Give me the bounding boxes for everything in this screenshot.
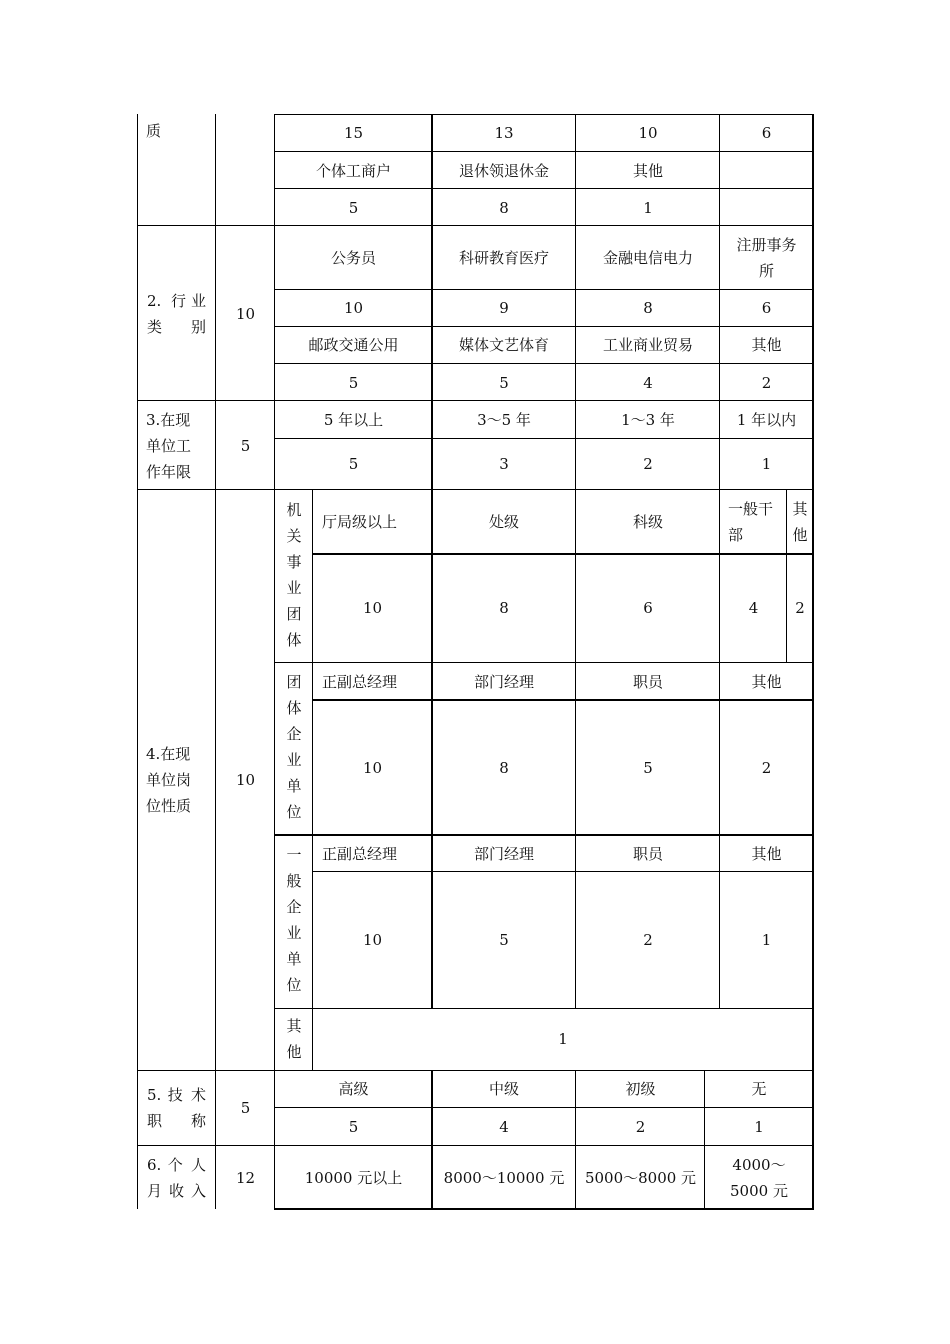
option-cell [720,152,813,189]
value-cell: 6 [643,599,653,617]
category-label-nature: 质 [146,122,162,140]
option-cell: 科研教育医疗 [458,248,549,267]
option-cell: 5000～8000 元 [584,1168,697,1187]
value-cell: 5 [348,373,359,392]
option-cell: 其他 [792,499,808,544]
value-cell: 5 [643,758,653,777]
value-cell: 8 [499,599,509,617]
value-cell: 8 [643,298,653,317]
category-label-income [137,1146,216,1209]
value-cell: 3 [499,455,509,473]
option-cell: 无 [751,1080,767,1098]
value-cell: 2 [761,758,772,777]
subcategory-label: 团 体 企 业 单 位 [286,673,302,821]
grid-line [704,1070,705,1209]
value-cell: 1 [754,1118,764,1136]
category-label-title [137,1070,216,1146]
category-label-industry [137,226,216,401]
grid-line [274,1208,814,1210]
category-label-text: 2. 行业类别 [147,291,206,336]
grid-line [274,151,814,152]
option-cell: 8000～10000 元 [443,1168,565,1187]
value-cell: 2 [635,1118,646,1136]
grid-line [274,1107,814,1108]
option-cell: 其他 [751,844,782,863]
grid-line [137,489,814,490]
value-cell: 8 [499,758,509,777]
grid-line [215,114,216,1209]
grid-line [274,662,814,663]
grid-line [312,699,814,701]
option-cell: 职员 [632,844,663,863]
value-cell: 4 [643,373,653,392]
category-label-position: 4.在现单位岗位性质 [146,745,192,815]
value-cell: 5 [348,198,359,217]
value-cell [720,189,813,226]
option-cell: 金融电信电力 [602,248,693,267]
subcategory-group [275,665,313,835]
value-cell: 15 [343,124,364,142]
value-cell: 1 [643,198,653,217]
subcategory-company [275,838,313,1008]
grid-line [312,553,814,555]
option-cell: 一般干部 [728,499,774,544]
value-cell: 4 [499,1118,509,1136]
grid-line [274,289,814,290]
option-cell: 1 年以内 [736,410,797,429]
score-cell: 5 [240,1099,251,1117]
option-cell: 部门经理 [473,672,534,691]
score-cell: 10 [235,304,256,323]
grid-line [274,363,814,364]
grid-line [137,1145,814,1146]
grid-line [431,1070,433,1209]
grid-line [786,490,787,663]
value-cell: 1 [558,1030,568,1048]
option-cell: 职员 [632,672,663,691]
grid-line [274,188,814,189]
option-cell: 其他 [751,672,782,691]
option-cell: 中级 [488,1080,519,1098]
option-cell: 工业商业贸易 [602,336,693,354]
grid-line [719,490,720,1008]
score-cell: 5 [240,436,251,455]
subcategory-other [275,1008,313,1070]
value-cell: 10 [343,298,364,317]
option-cell: 处级 [488,512,519,531]
value-cell: 5 [348,455,359,473]
value-cell: 1 [761,455,772,473]
option-cell: 高级 [338,1080,369,1098]
grid-line [575,1070,576,1209]
value-cell: 5 [499,931,509,949]
value-cell: 13 [494,124,514,142]
value-cell: 9 [499,298,509,317]
grid-line [274,834,814,836]
option-cell: 公务员 [330,248,376,267]
value-cell: 10 [362,758,383,777]
option-cell: 其他 [751,336,782,354]
value-cell: 5 [499,373,509,392]
value-cell: 4 [748,599,759,617]
grid-line [274,438,814,439]
value-cell: 5 [348,1118,359,1136]
option-cell: 部门经理 [473,844,534,863]
score-cell: 10 [235,771,256,789]
value-cell: 10 [362,599,383,617]
value-cell: 8 [499,198,509,217]
category-label-years: 3.在现单位工作年限 [146,410,192,481]
option-cell: 4000～5000 元 [730,1155,788,1200]
value-cell: 2 [795,599,805,617]
grid-line [312,490,313,1070]
option-cell: 厅局级以上 [322,512,398,531]
value-cell: 1 [761,931,772,949]
value-cell: 2 [761,373,772,392]
subcategory-label: 其 他 [286,1017,302,1061]
subcategory-label: 一 般 企 业 单 位 [286,846,302,994]
value-cell: 10 [362,931,383,949]
subcategory-gov [275,493,313,663]
option-cell: 正副总经理 [322,844,398,863]
grid-line [137,114,138,1209]
option-cell: 正副总经理 [322,672,398,691]
category-label-text: 6. 个 人 月收入 [147,1155,206,1200]
option-cell: 其他 [632,161,663,180]
grid-line [312,871,814,872]
score-cell: 12 [235,1168,256,1187]
subcategory-label: 机 关 事 业 团 体 [286,501,302,649]
grid-line [431,490,433,1008]
option-cell: 10000 元以上 [304,1168,403,1187]
grid-line [137,400,814,401]
value-cell: 2 [643,931,653,949]
option-cell: 5 年以上 [323,410,384,429]
option-cell: 3～5 年 [477,410,531,429]
grid-line [575,490,576,1008]
grid-line [274,326,814,327]
grid-line [274,114,814,115]
option-cell: 退休领退休金 [458,161,549,180]
value-cell: 6 [761,124,772,142]
value-cell: 2 [643,455,653,473]
option-cell: 注册事务所 [736,235,797,280]
option-cell: 媒体文艺体育 [458,336,549,354]
option-cell: 个体工商户 [315,161,391,180]
category-label-text: 5. 技 术 职称 [147,1086,206,1130]
grid-line [274,1008,814,1009]
grid-line [137,1070,814,1071]
value-cell: 10 [638,124,658,142]
option-cell: 1～3 年 [621,410,675,429]
value-cell: 6 [761,298,772,317]
option-cell: 科级 [632,512,663,531]
option-cell: 初级 [625,1080,656,1098]
grid-line [137,225,814,226]
option-cell: 邮政交通公用 [308,336,399,354]
